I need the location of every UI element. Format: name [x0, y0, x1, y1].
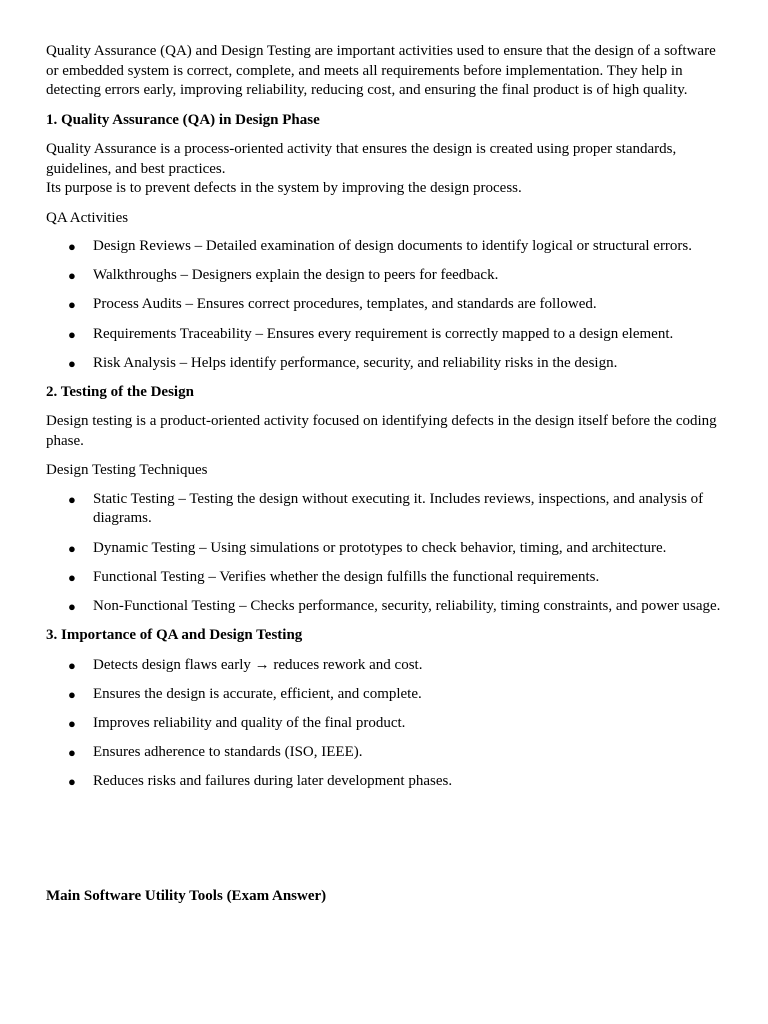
list-item: ● Improves reliability and quality of the final product. — [46, 714, 722, 734]
document-page — [46, 42, 722, 916]
bullet-icon: ● — [68, 239, 76, 254]
list-item: ● Walkthroughs – Designers explain the design to peers for feedback. — [46, 266, 722, 286]
list-item: ● Ensures adherence to standards (ISO, IEEE). — [46, 743, 722, 763]
list-item: ● Static Testing – Testing the design without executing it. Includes reviews, inspections, and analysis of diagrams. — [68, 490, 704, 527]
bullet-icon: ● — [68, 569, 76, 585]
list-item: ● Ensures the design is accurate, efficient, and complete. — [46, 685, 722, 705]
bullet-icon: ● — [68, 657, 76, 673]
list-item: ● Reduces risks and failures during later development phases. — [46, 772, 722, 792]
bullet-icon: ● — [68, 716, 76, 732]
design-testing-techniques-label: Design Testing Techniques — [46, 462, 208, 479]
bullet-icon: ● — [68, 774, 76, 790]
bullet-icon: ● — [68, 686, 76, 702]
section2-paragraph: Design testing is a product-oriented activity focused on identifying defects in the design itself before the coding phase. — [46, 413, 717, 449]
bullet-icon: ● — [68, 268, 76, 284]
design-testing-techniques-list — [46, 490, 722, 617]
bullet-icon: ● — [68, 491, 76, 507]
list-item: ● Functional Testing – Verifies whether the design fulfills the functional requirements. — [46, 568, 722, 588]
qa-activities-list — [46, 237, 722, 373]
section-spacer — [46, 802, 722, 887]
list-item: ● Non-Functional Testing – Checks performance, security, reliability, timing constraints, and power usage. — [46, 597, 722, 617]
section1-paragraph-line1: Quality Assurance is a process-oriented activity that ensures the design is created using proper standards, guidelines, and best practices. — [46, 141, 677, 177]
bullet-icon: ● — [68, 540, 76, 556]
list-item: ● Detects design flaws early → reduces rework and cost. — [46, 656, 722, 676]
bullet-icon: ● — [68, 326, 76, 342]
section1-heading: 1. Quality Assurance (QA) in Design Phase — [46, 111, 320, 128]
section1-paragraph-line2: Its purpose is to prevent defects in the system by improving the design process. — [46, 180, 522, 196]
list-item: ● Process Audits – Ensures correct procedures, templates, and standards are followed. — [46, 295, 722, 315]
bullet-icon: ● — [68, 355, 76, 371]
list-item: ● Dynamic Testing – Using simulations or prototypes to check behavior, timing, and architecture. — [46, 539, 722, 559]
intro-paragraph: Quality Assurance (QA) and Design Testing are important activities used to ensure that the design of a software or embedded system is correct, complete, and meets all requirements before implementation. They help in detecting errors early, improving reliability, reducing cost, and ensuring the final product is of high quality. — [46, 43, 716, 98]
list-item: ● Risk Analysis – Helps identify performance, security, and reliability risks in the design. — [46, 354, 722, 374]
footer-heading: Main Software Utility Tools (Exam Answer) — [46, 887, 327, 904]
bullet-icon: ● — [68, 599, 76, 614]
bullet-icon: ● — [68, 745, 76, 761]
importance-list — [46, 656, 722, 792]
list-item: ● Design Reviews – Detailed examination of design documents to identify logical or structural errors. — [46, 237, 722, 257]
list-item: ● Requirements Traceability – Ensures every requirement is correctly mapped to a design element. — [46, 325, 722, 345]
bullet-icon: ● — [68, 297, 76, 313]
section3-heading: 3. Importance of QA and Design Testing — [46, 627, 303, 644]
qa-activities-label: QA Activities — [46, 209, 129, 226]
section2-heading: 2. Testing of the Design — [46, 383, 194, 400]
